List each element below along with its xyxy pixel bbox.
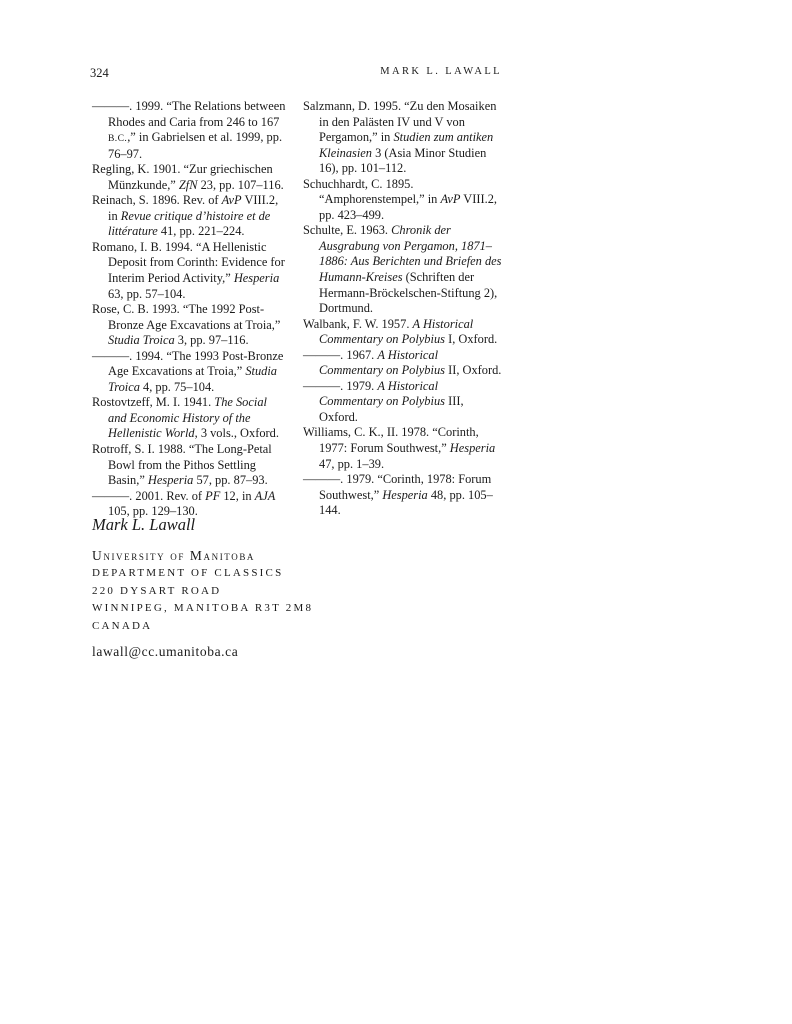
city-postcode: WINNIPEG, MANITOBA R3T 2M8 — [92, 602, 314, 614]
reference-text: ———. 1994. “The 1993 Post-Bronze Age Excavations at Troia,” — [92, 348, 284, 379]
reference-title: Hesperia — [382, 487, 428, 502]
reference-text: Schulte, E. 1963. — [303, 223, 392, 238]
country: CANADA — [92, 619, 153, 632]
reference-text: Walbank, F. W. 1957. — [303, 316, 413, 331]
reference-title: AJA — [254, 488, 276, 503]
reference-title: Hesperia — [233, 271, 280, 286]
reference-entry — [303, 379, 503, 426]
reference-text: Rose, C. B. 1993. “The 1992 Post-Bronze Age Excavations at Troia,” — [92, 302, 281, 332]
reference-entry — [92, 302, 287, 349]
reference-text: ———. 1979. “Corinth, 1978: Forum Southwest,” — [303, 472, 492, 502]
reference-text: Romano, I. B. 1994. “A Hellenistic Deposit from Corinth: Evidence for Interim Period Activity,” — [92, 239, 285, 286]
reference-text: 48, pp. 105–144. — [319, 487, 493, 518]
reference-text: 3 (Asia Minor Studien 16), pp. 101–112. — [319, 145, 487, 176]
reference-title: Studien zum antiken Kleinasien — [319, 130, 494, 160]
reference-text: 41, pp. 221–224. — [157, 224, 245, 239]
reference-text: Rostovtzeff, M. I. 1941. — [92, 395, 215, 410]
reference-title: AvP — [221, 193, 242, 208]
reference-text: Schuchhardt, C. 1895. “Amphorenstempel,” in — [303, 176, 441, 207]
reference-title: A Historical Commentary on Polybius — [319, 316, 474, 347]
reference-text: Reinach, S. 1896. Rev. of — [92, 193, 222, 208]
reference-entry — [303, 223, 503, 316]
references-right-column — [303, 99, 503, 519]
reference-text: 3, pp. 97–116. — [174, 333, 249, 348]
reference-text: VIII.2, in — [108, 193, 279, 223]
reference-entry — [303, 348, 503, 379]
reference-text: 105, pp. 129–130. — [108, 504, 198, 519]
reference-entry — [92, 442, 287, 489]
reference-entry — [92, 193, 287, 240]
reference-entry — [92, 240, 287, 302]
reference-text: 12, in — [220, 488, 255, 503]
reference-text: 23, pp. 107–116. — [197, 177, 284, 192]
reference-title: The Social and Economic History of the Hellenistic World — [108, 395, 267, 441]
page-number: 324 — [90, 66, 109, 80]
reference-text: 47, pp. 1–39. — [319, 456, 385, 471]
reference-text: I, Oxford. — [444, 332, 498, 347]
reference-text: ———. 1999. “The Relations between Rhodes and Caria from 246 to 167 — [92, 99, 286, 129]
reference-text: Salzmann, D. 1995. “Zu den Mosaiken in den Palästen IV und V von Pergamon,” in — [303, 99, 497, 145]
reference-text: Regling, K. 1901. “Zur griechischen Münzkunde,” — [92, 162, 273, 192]
reference-entry — [92, 99, 287, 162]
reference-text: 63, pp. 57–104. — [108, 286, 186, 301]
reference-title: AvP — [440, 192, 461, 207]
department: DEPARTMENT OF CLASSICS — [92, 567, 284, 579]
reference-entry — [303, 317, 503, 348]
reference-text: Williams, C. K., II. 1978. “Corinth, 1977: Forum Southwest,” — [303, 425, 479, 456]
running-head — [90, 66, 502, 82]
reference-title: Studia Troica — [108, 333, 175, 348]
reference-entry — [92, 349, 287, 396]
reference-text: B.C. — [108, 133, 128, 145]
university-name: University of Manitoba — [92, 548, 256, 563]
reference-entry — [303, 472, 503, 519]
reference-text: ,” in Gabrielsen et al. 1999, pp. 76–97. — [108, 130, 283, 161]
reference-entry — [303, 99, 503, 177]
reference-entry — [92, 395, 287, 442]
running-head-author: MARK L. LAWALL — [380, 66, 502, 77]
reference-text: ———. 1979. — [303, 378, 378, 393]
reference-text: (Schriften der Hermann-Bröckelschen-Stiftung 2), Dortmund. — [319, 270, 498, 316]
reference-title: Hesperia — [449, 441, 496, 456]
reference-text: , 3 vols., Oxford. — [194, 426, 279, 441]
author-signature — [92, 515, 313, 660]
reference-text: VIII.2, pp. 423–499. — [319, 192, 498, 222]
reference-title: Chronik der Ausgrabung von Pergamon, 1871–1886: Aus Berichten und Briefen des Humann-Kreises — [319, 223, 502, 285]
street-address: 220 DYSART ROAD — [92, 584, 222, 597]
reference-entry — [92, 162, 287, 193]
reference-text: II, Oxford. — [444, 363, 502, 378]
reference-text: ———. 1967. — [303, 347, 378, 362]
reference-entry — [303, 425, 503, 472]
references-left-column — [92, 99, 287, 520]
reference-text: 57, pp. 87–93. — [193, 473, 268, 488]
reference-text: ———. 2001. Rev. of — [92, 488, 206, 503]
author-name: Mark L. Lawall — [92, 515, 196, 534]
reference-title: PF — [205, 488, 221, 503]
reference-text: 4, pp. 75–104. — [139, 379, 215, 394]
reference-title: Revue critique d’histoire et de littérature — [108, 208, 271, 239]
reference-entry — [303, 177, 503, 224]
reference-title: Hesperia — [147, 473, 194, 488]
reference-title: A Historical Commentary on Polybius — [319, 378, 445, 409]
reference-text: Rotroff, S. I. 1988. “The Long-Petal Bowl from the Pithos Settling Basin,” — [92, 442, 272, 488]
reference-title: Studia Troica — [108, 364, 277, 394]
reference-text: III, Oxford. — [319, 394, 464, 424]
author-email[interactable]: lawall@cc.umanitoba.ca — [92, 644, 239, 659]
reference-title: A Historical Commentary on Polybius — [319, 347, 445, 378]
reference-title: ZfN — [178, 177, 198, 192]
